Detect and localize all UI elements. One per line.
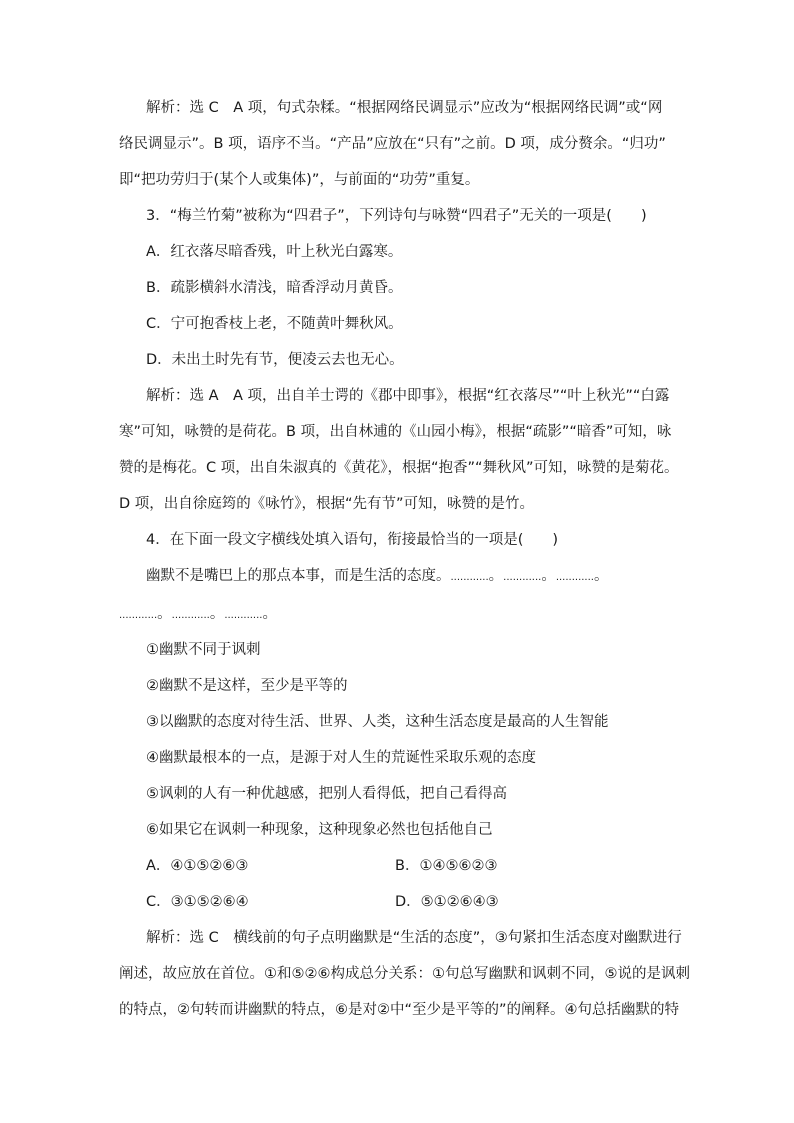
option-label: B． [395, 858, 420, 874]
blank-1: ............ [450, 572, 489, 583]
q4-stem: 4．在下面一段文字横线处填入语句，衔接最恰当的一项是( ) [146, 532, 559, 548]
sentence-number: ③ [146, 714, 159, 730]
q3-option-a: A．红衣落尽暗香残，叶上秋光白露寒。 [146, 244, 403, 260]
q3-option-b: B．疏影横斜水清浅，暗香浮动月黄昏。 [146, 280, 403, 296]
period: 。 [157, 606, 172, 622]
blank-5: ............ [171, 610, 210, 621]
option-label: D． [395, 894, 421, 910]
q4-sentence-2 [146, 676, 348, 696]
q2-analysis-line-3: 即“把功劳归于(某个人或集体)”，与前面的“功劳”重复。 [119, 172, 480, 188]
q4-analysis-line-1: 解析：选 C 横线前的句子点明幽默是“生活的态度”，③句紧扣生活态度对幽默进行 [146, 930, 682, 946]
q3-analysis-line-3: 赞的是梅花。C 项，出自朱淑真的《黄花》，根据“抱香”“舞秋风”可知，咏赞的是菊花。 [119, 460, 679, 476]
q2-analysis-line-1: 解析：选 C A 项，句式杂糅。“根据网络民调显示”应改为“根据网络民调”或“网 [146, 100, 663, 116]
q4-sentence-4 [146, 748, 536, 768]
q3-option-c: C．宁可抱香枝上老，不随黄叶舞秋风。 [146, 316, 403, 332]
period: 。 [209, 606, 225, 622]
q4-option-b [395, 856, 497, 876]
option-label: C． [146, 894, 171, 910]
period: 。 [488, 568, 504, 584]
q4-passage-line-1 [146, 566, 608, 588]
q3-stem: 3．“梅兰竹菊”被称为“四君子”，下列诗句与咏赞“四君子”无关的一项是( ) [146, 208, 647, 224]
q4-sentence-1 [146, 640, 261, 660]
sentence-text: 讽刺的人有一种优越感，把别人看得低，把自己看得高 [159, 786, 507, 802]
q4-sentence-5 [146, 784, 507, 804]
q3-analysis-line-4: D 项，出自徐庭筠的《咏竹》，根据“先有节”可知，咏赞的是竹。 [119, 496, 535, 512]
period: 。 [541, 568, 556, 584]
sentence-text: 如果它在讽刺一种现象，这种现象必然也包括他自己 [159, 822, 493, 838]
sentence-number: ① [146, 642, 159, 658]
sentence-text: 幽默不同于讽刺 [159, 642, 261, 658]
option-sequence: ①④⑤⑥②③ [419, 858, 498, 874]
q4-sentence-3 [146, 712, 609, 732]
q3-analysis-line-2: 寒”可知，咏赞的是荷花。B 项，出自林逋的《山园小梅》，根据“疏影”“暗香”可知，咏 [119, 424, 672, 440]
blank-3: ............ [555, 572, 594, 583]
blank-6: ............ [224, 610, 263, 621]
sentence-text: 幽默最根本的一点，是源于对人生的荒诞性采取乐观的态度 [159, 750, 536, 766]
period: 。 [593, 568, 609, 584]
q4-passage-start: 幽默不是嘴巴上的那点本事，而是生活的态度。 [146, 568, 451, 584]
blank-2: ............ [503, 572, 542, 583]
sentence-number: ⑥ [146, 822, 159, 838]
q4-option-d [395, 892, 499, 912]
sentence-number: ④ [146, 750, 159, 766]
option-sequence: ③①⑤②⑥④ [170, 894, 249, 910]
blank-4: ............ [119, 610, 158, 621]
period: 。 [262, 606, 277, 622]
q4-passage-line-2 [119, 604, 277, 626]
q3-option-d: D．未出土时先有节，便凌云去也无心。 [146, 352, 404, 368]
option-sequence: ⑤①②⑥④③ [420, 894, 499, 910]
q4-option-a [146, 856, 248, 876]
option-label: A． [146, 858, 171, 874]
q4-sentence-6 [146, 820, 493, 840]
q4-analysis-line-2: 阐述，故应放在首位。①和⑤②⑥构成总分关系：①句总写幽默和讽刺不同，⑤说的是讽刺 [119, 966, 690, 982]
sentence-text: 以幽默的态度对待生活、世界、人类，这种生活态度是最高的人生智能 [159, 714, 609, 730]
q4-option-c [146, 892, 249, 912]
q2-analysis-line-2: 络民调显示”。B 项，语序不当。“产品”应放在“只有”之前。D 项，成分赘余。“归功” [119, 136, 666, 152]
sentence-number: ⑤ [146, 786, 159, 802]
option-sequence: ④①⑤②⑥③ [170, 858, 249, 874]
sentence-number: ② [146, 678, 159, 694]
sentence-text: 幽默不是这样，至少是平等的 [159, 678, 348, 694]
q3-analysis-line-1: 解析：选 A A 项，出自羊士谔的《郡中即事》，根据“红衣落尽”“叶上秋光”“白露 [146, 388, 670, 404]
q4-analysis-line-3: 的特点，②句转而讲幽默的特点，⑥是对②中“至少是平等的”的阐释。④句总括幽默的特 [119, 1002, 680, 1018]
